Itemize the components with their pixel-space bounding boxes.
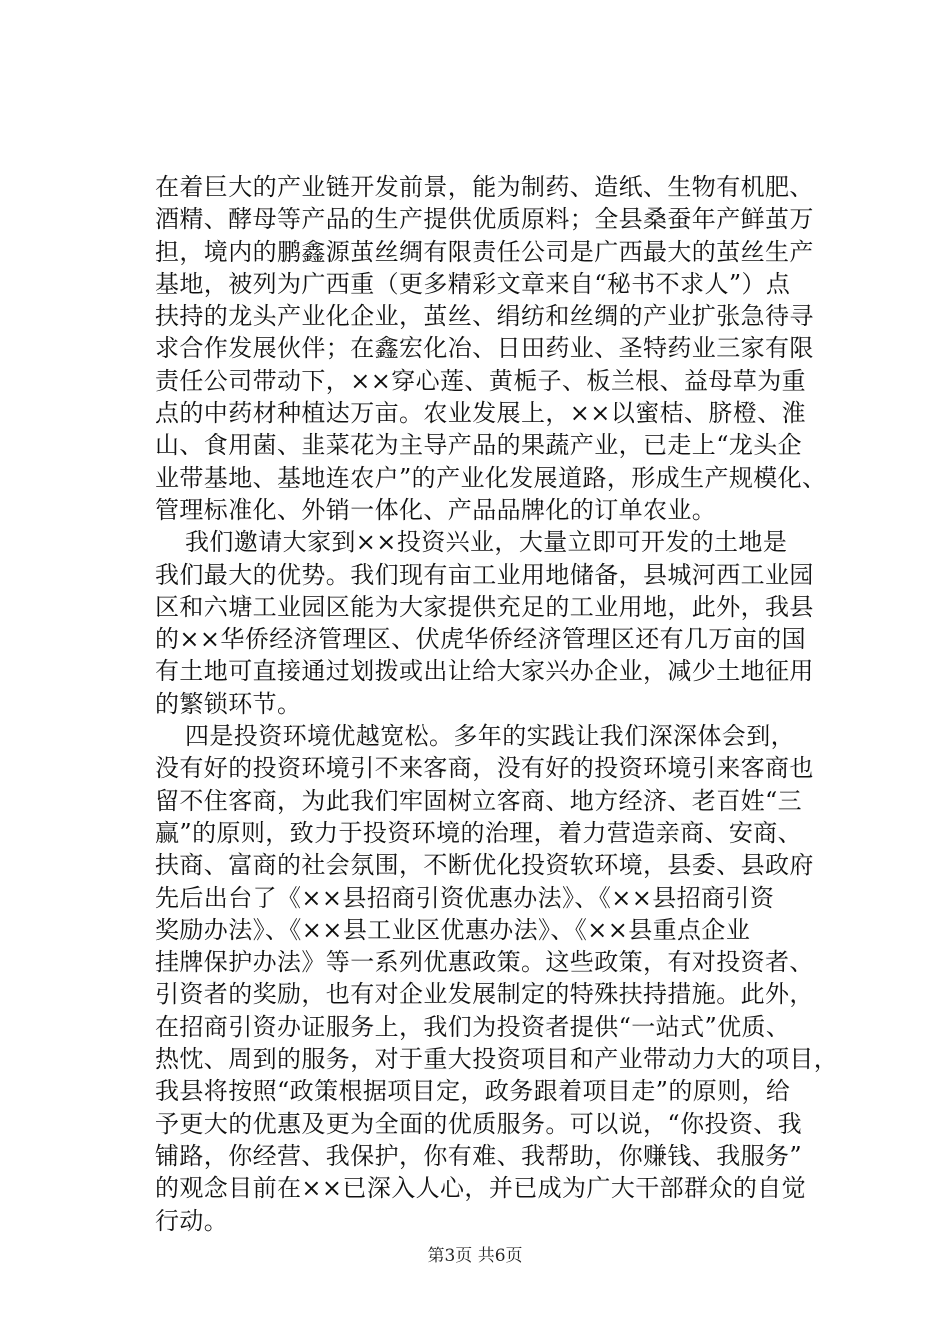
text-line: 我们最大的优势。我们现有亩工业用地储备，县城河西工业园 — [155, 560, 814, 589]
text-line: 管理标准化、外销一体化、产品品牌化的订单农业。 — [155, 495, 717, 524]
text-line: 区和六塘工业园区能为大家提供充足的工业用地，此外，我县 — [155, 592, 814, 621]
text-line: 责任公司带动下，××穿心莲、黄栀子、板兰根、益母草为重 — [155, 366, 807, 395]
text-line: 在着巨大的产业链开发前景，能为制药、造纸、生物有机肥、 — [155, 173, 814, 201]
text-line: 扶持的龙头产业化企业，茧丝、绢纺和丝绸的产业扩张急待寻 — [155, 302, 814, 331]
paragraph-start-line: 我们邀请大家到××投资兴业，大量立即可开发的土地是 — [185, 528, 788, 557]
text-line: 奖励办法》、《××县工业区优惠办法》、《××县重点企业 — [155, 915, 751, 944]
text-line: 行动。 — [155, 1206, 229, 1235]
text-line: 挂牌保护办法》等一系列优惠政策。这些政策，有对投资者、 — [155, 948, 814, 977]
text-line: 有土地可直接通过划拨或出让给大家兴办企业，减少土地征用 — [155, 657, 814, 686]
text-line: 的繁锁环节。 — [155, 689, 302, 718]
page-number-footer: 第3页 共6页 — [427, 1246, 523, 1266]
text-line: 担，境内的鹏鑫源茧丝绸有限责任公司是广西最大的茧丝生产 — [155, 237, 814, 266]
text-line: 先后出台了《××县招商引资优惠办法》、《××县招商引资 — [155, 883, 775, 912]
text-line: 山、食用菌、韭菜花为主导产品的果蔬产业，已走上“龙头企 — [155, 431, 803, 460]
text-line: 赢”的原则，致力于投资环境的治理，着力营造亲商、安商、 — [155, 818, 803, 847]
text-line: 的××华侨经济管理区、伏虎华侨经济管理区还有几万亩的国 — [155, 625, 807, 654]
text-line: 予更大的优惠及更为全面的优质服务。可以说，“你投资、我 — [155, 1109, 803, 1138]
text-line: 没有好的投资环境引不来客商，没有好的投资环境引来客商也 — [155, 754, 814, 783]
text-line: 求合作发展伙伴；在鑫宏化冶、日田药业、圣特药业三家有限 — [155, 334, 814, 363]
text-line: 引资者的奖励，也有对企业发展制定的特殊扶持措施。此外， — [155, 980, 814, 1009]
text-line: 铺路，你经营、我保护，你有难、我帮助，你赚钱、我服务” — [155, 1141, 803, 1170]
text-line: 点的中药材种植达万亩。农业发展上，××以蜜桔、脐橙、淮 — [155, 399, 807, 428]
text-line: 的观念目前在××已深入人心，并已成为广大干部群众的自觉 — [155, 1174, 807, 1203]
paragraph-start-line: 四是投资环境优越宽松。多年的实践让我们深深体会到， — [185, 722, 795, 751]
text-line: 业带基地、基地连农户”的产业化发展道路，形成生产规模化、 — [155, 463, 827, 492]
text-line: 我县将按照“政策根据项目定，政务跟着项目走”的原则，给 — [155, 1077, 791, 1106]
text-line: 扶商、富商的社会氛围，不断优化投资软环境，县委、县政府 — [155, 851, 814, 880]
text-line: 留不住客商，为此我们牢固树立客商、地方经济、老百姓“三 — [155, 786, 803, 815]
text-line: 酒精、酵母等产品的生产提供优质原料；全县桑蚕年产鲜茧万 — [155, 205, 814, 234]
document-body — [155, 171, 839, 1237]
text-line: 在招商引资办证服务上，我们为投资者提供“一站式”优质、 — [155, 1012, 791, 1041]
text-line: 基地，被列为广西重（更多精彩文章来自“秘书不求人”）点 — [155, 269, 791, 298]
text-line: 热忱、周到的服务，对于重大投资项目和产业带动力大的项目， — [155, 1045, 839, 1074]
